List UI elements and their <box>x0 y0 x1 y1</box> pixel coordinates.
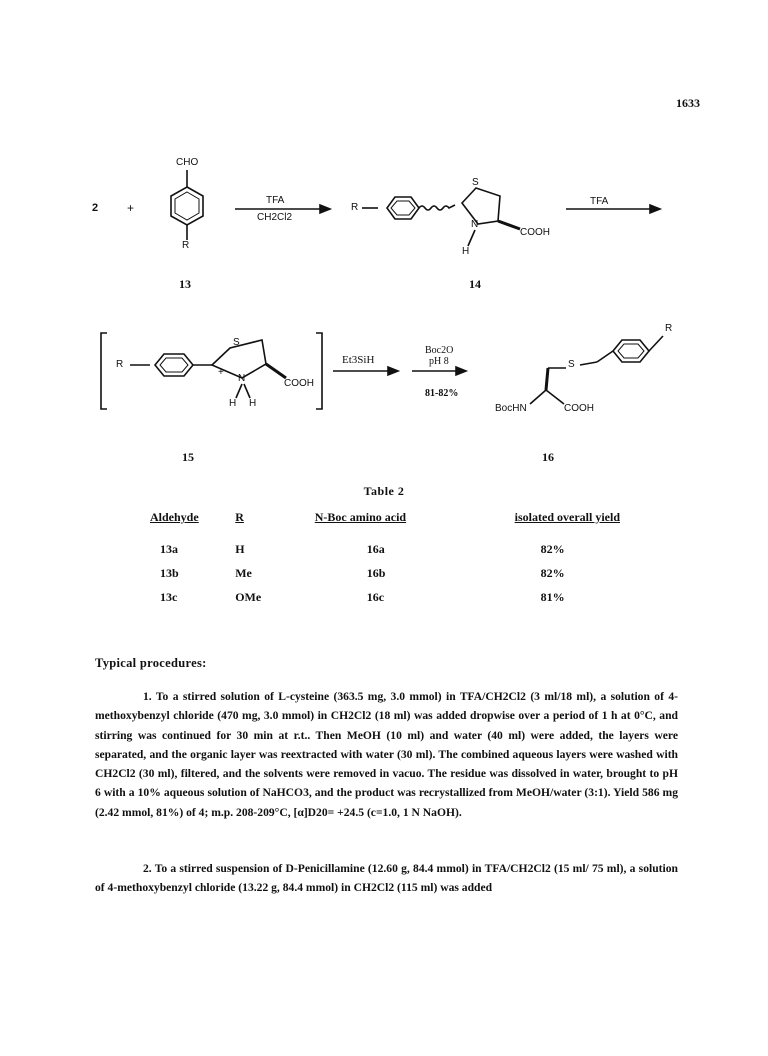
reagent-et3sih: Et3SiH <box>342 354 375 366</box>
table-title: Table 2 <box>363 484 405 498</box>
header-boc-amino-acid: N-Boc amino acid <box>314 510 407 524</box>
cation-15-s: S <box>233 337 240 348</box>
reagent-boc2o: Boc2O <box>425 345 454 356</box>
amino-acid-16-structure <box>530 336 663 404</box>
compound-15-label: 15 <box>182 450 194 464</box>
reagent-tfa-2: TFA <box>590 196 609 207</box>
product-14-r: R <box>351 202 359 213</box>
aldehyde-r-group: R <box>182 240 190 251</box>
cell-r: Me <box>235 566 252 580</box>
cation-15-h2: H <box>249 398 257 409</box>
cell-r: OMe <box>235 590 262 604</box>
product-16-bochn: BocHN <box>495 403 527 414</box>
product-16-cooh: COOH <box>564 403 594 414</box>
product-14-h: H <box>462 246 470 257</box>
compound-16-label: 16 <box>542 450 554 464</box>
cell-aldehyde: 13b <box>160 566 179 580</box>
product-16-s: S <box>568 359 575 370</box>
aldehyde-13-structure <box>171 170 203 240</box>
product-14-s: S <box>472 177 479 188</box>
cell-aldehyde: 13a <box>160 542 178 556</box>
header-yield: isolated overall yield <box>514 510 620 524</box>
cell-yield: 82% <box>540 542 565 556</box>
cell-amino-acid: 16a <box>366 542 385 556</box>
table-header-row <box>150 510 620 539</box>
reagent-ph8: pH 8 <box>429 356 449 367</box>
header-aldehyde: Aldehyde <box>150 510 199 524</box>
cell-amino-acid: 16b <box>366 566 386 580</box>
section-heading: Typical procedures: <box>95 656 207 670</box>
cell-yield: 81% <box>540 590 565 604</box>
cation-15-structure <box>130 340 286 398</box>
page-number: 1633 <box>676 96 700 110</box>
reactant-2-label: 2 <box>92 202 99 214</box>
product-14-n: N <box>471 219 479 230</box>
compound-14-label: 14 <box>469 277 481 291</box>
cation-15-cooh: COOH <box>284 378 314 389</box>
table-row <box>150 539 620 563</box>
thiazolidine-14-structure <box>362 188 520 246</box>
cell-yield: 82% <box>540 566 565 580</box>
product-14-cooh: COOH <box>520 227 550 238</box>
table-row <box>150 563 620 587</box>
reaction-yield: 81-82% <box>425 388 459 399</box>
reaction-scheme <box>0 0 768 470</box>
cation-15-n: N <box>238 373 246 384</box>
aldehyde-group: CHO <box>176 157 199 168</box>
cell-aldehyde: 13c <box>160 590 178 604</box>
compound-13-label: 13 <box>179 277 191 291</box>
yield-table <box>150 510 620 611</box>
cell-amino-acid: 16c <box>366 590 385 604</box>
product-16-r: R <box>665 323 673 334</box>
procedure-paragraph-1: 1. To a stirred solution of L-cysteine (363.5 mg, 3.0 mmol) in TFA/CH2Cl2 (3 ml/18 ml), a solution of 4-methoxybenzyl chloride (470 mg, 3.0 mmol) in CH2Cl2 (18 ml) was added dropwise over a period of 1 h at 0°C, and stirring was continued for 30 min at r.t.. Then MeOH (10 ml) and water (40 ml) were added, the layers were separated, and the organic layer was reextracted with water (30 ml). The combined aqueous layers were washed with CH2Cl2 (30 ml), filtered, and the solvents were removed in vacuo. The residue was dissolved in water, brought to pH 6 with a 10% aqueous solution of NaHCO3, and the product was recrystallized from MeOH/water (3:1). Yield 586 mg (2.42 mmol, 81%) of 4; m.p. 208-209°C, [α]D20= +24.5 (c=1.0, 1 N NaOH). <box>95 690 678 819</box>
header-r: R <box>235 510 244 524</box>
cation-15-r: R <box>116 359 124 370</box>
plus-sign: + <box>127 201 135 215</box>
table-row <box>150 587 620 611</box>
reagent-tfa: TFA <box>266 195 285 206</box>
cell-r: H <box>235 542 245 556</box>
procedure-paragraph-2: 2. To a stirred suspension of D-Penicillamine (12.60 g, 84.4 mmol) in TFA/CH2Cl2 (15 ml/ 75 ml), a solution of 4-methoxybenzyl chloride (13.22 g, 84.4 mmol) in CH2Cl2 (115 ml) was added <box>95 862 678 895</box>
cation-15-plus: + <box>218 367 224 378</box>
cation-15-h1: H <box>229 398 237 409</box>
reagent-ch2cl2: CH2Cl2 <box>257 212 293 223</box>
